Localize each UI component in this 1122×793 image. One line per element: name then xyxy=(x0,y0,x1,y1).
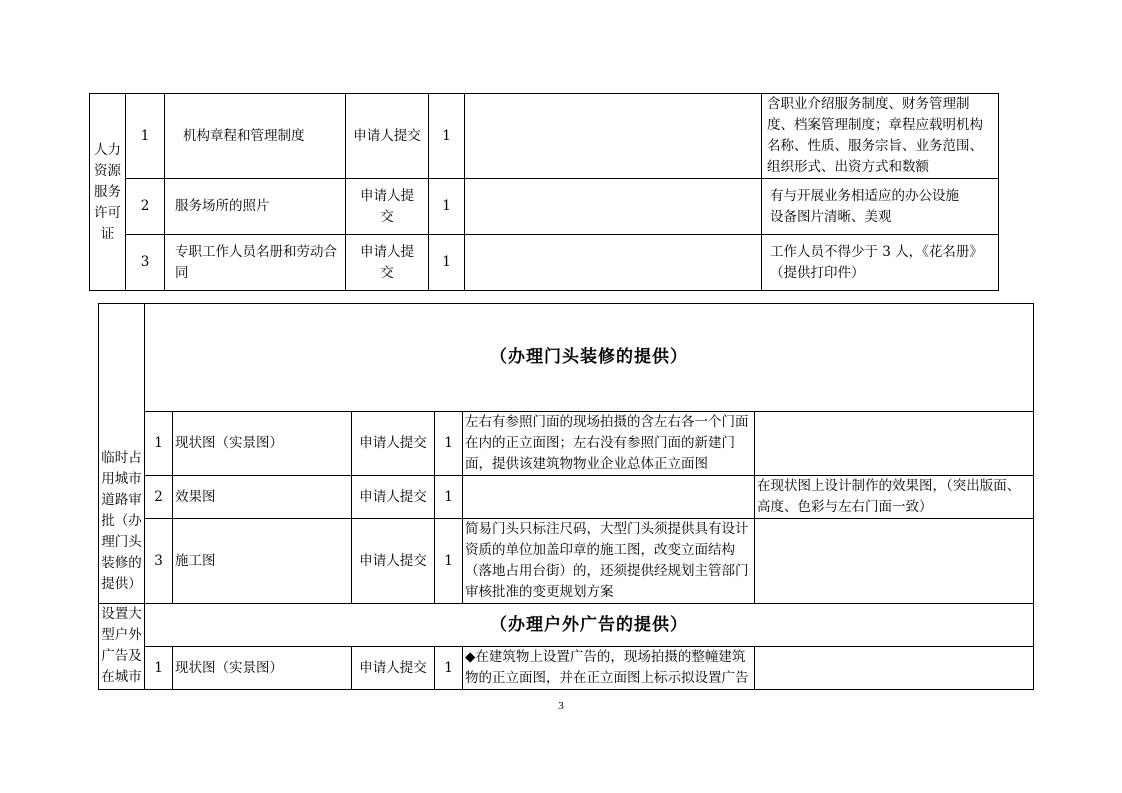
row-number: 2 xyxy=(145,476,173,519)
material-name: 现状图（实景图） xyxy=(173,647,352,690)
row-number: 3 xyxy=(145,519,173,604)
material-source: 申请人提交 xyxy=(352,647,435,690)
material-source: 申请人提交 xyxy=(346,179,429,235)
category-cell: 设置大型户外广告及在城市 xyxy=(99,604,145,690)
material-requirement xyxy=(755,412,1034,476)
material-count: 1 xyxy=(429,235,465,291)
section-header-row xyxy=(99,304,1034,412)
section-header-row xyxy=(99,604,1034,647)
material-name: 服务场所的照片 xyxy=(165,179,346,235)
category-cell: 临时占用城市道路审批（办理门头装修的提供） xyxy=(99,304,145,604)
material-count: 1 xyxy=(435,412,463,476)
material-source: 申请人提交 xyxy=(352,412,435,476)
material-note xyxy=(465,235,762,291)
material-source: 申请人提交 xyxy=(352,519,435,604)
material-name: 效果图 xyxy=(173,476,352,519)
material-note: 左右有参照门面的现场拍摄的含左右各一个门面在内的正立面图；左右没有参照门面的新建门面，提供该建筑物物业企业总体正立面图 xyxy=(463,412,755,476)
material-source: 申请人提交 xyxy=(346,94,429,179)
material-name: 现状图（实景图） xyxy=(173,412,352,476)
material-name: 专职工作人员名册和劳动合同 xyxy=(165,235,346,291)
table-row xyxy=(99,519,1034,604)
category-cell: 人力资源服务许可证 xyxy=(90,94,126,291)
material-requirement: 有与开展业务相适应的办公设施设备图片清晰、美观 xyxy=(762,179,999,235)
row-number: 1 xyxy=(145,412,173,476)
material-requirement xyxy=(755,647,1034,690)
material-count: 1 xyxy=(429,179,465,235)
material-name: 机构章程和管理制度 xyxy=(165,94,346,179)
material-source: 申请人提交 xyxy=(352,476,435,519)
table-row xyxy=(90,94,999,179)
material-note xyxy=(463,476,755,519)
page-number: 3 xyxy=(558,700,564,712)
material-note: ◆在建筑物上设置广告的，现场拍摄的整幢建筑物的正立面图，并在正立面图上标示拟设置广告 xyxy=(463,647,755,690)
material-note xyxy=(465,179,762,235)
row-number: 1 xyxy=(126,94,165,179)
table-row xyxy=(90,179,999,235)
table-row xyxy=(90,235,999,291)
section-title: （办理门头装修的提供） xyxy=(145,304,1034,412)
row-number: 1 xyxy=(145,647,173,690)
material-requirement xyxy=(755,519,1034,604)
material-count: 1 xyxy=(435,476,463,519)
material-note: 简易门头只标注尺码，大型门头须提供具有设计资质的单位加盖印章的施工图，改变立面结构（落地占用台街）的，还须提供经规划主管部门审核批准的变更规划方案 xyxy=(463,519,755,604)
material-source: 申请人提交 xyxy=(346,235,429,291)
section-title: （办理户外广告的提供） xyxy=(145,604,1034,647)
material-count: 1 xyxy=(435,519,463,604)
table-human-resources-license xyxy=(89,93,999,291)
material-note xyxy=(465,94,762,179)
material-requirement: 在现状图上设计制作的效果图，（突出版面、高度、色彩与左右门面一致） xyxy=(755,476,1034,519)
material-count: 1 xyxy=(435,647,463,690)
material-name: 施工图 xyxy=(173,519,352,604)
table-row xyxy=(99,476,1034,519)
table-row xyxy=(99,647,1034,690)
material-count: 1 xyxy=(429,94,465,179)
table-row xyxy=(99,412,1034,476)
row-number: 2 xyxy=(126,179,165,235)
material-requirement: 工作人员不得少于 3 人，《花名册》（提供打印件） xyxy=(762,235,999,291)
material-requirement: 含职业介绍服务制度、财务管理制度、档案管理制度；章程应载明机构名称、性质、服务宗旨、业务范围、组织形式、出资方式和数额 xyxy=(762,94,999,179)
row-number: 3 xyxy=(126,235,165,291)
table-road-occupation-approval xyxy=(98,303,1034,690)
